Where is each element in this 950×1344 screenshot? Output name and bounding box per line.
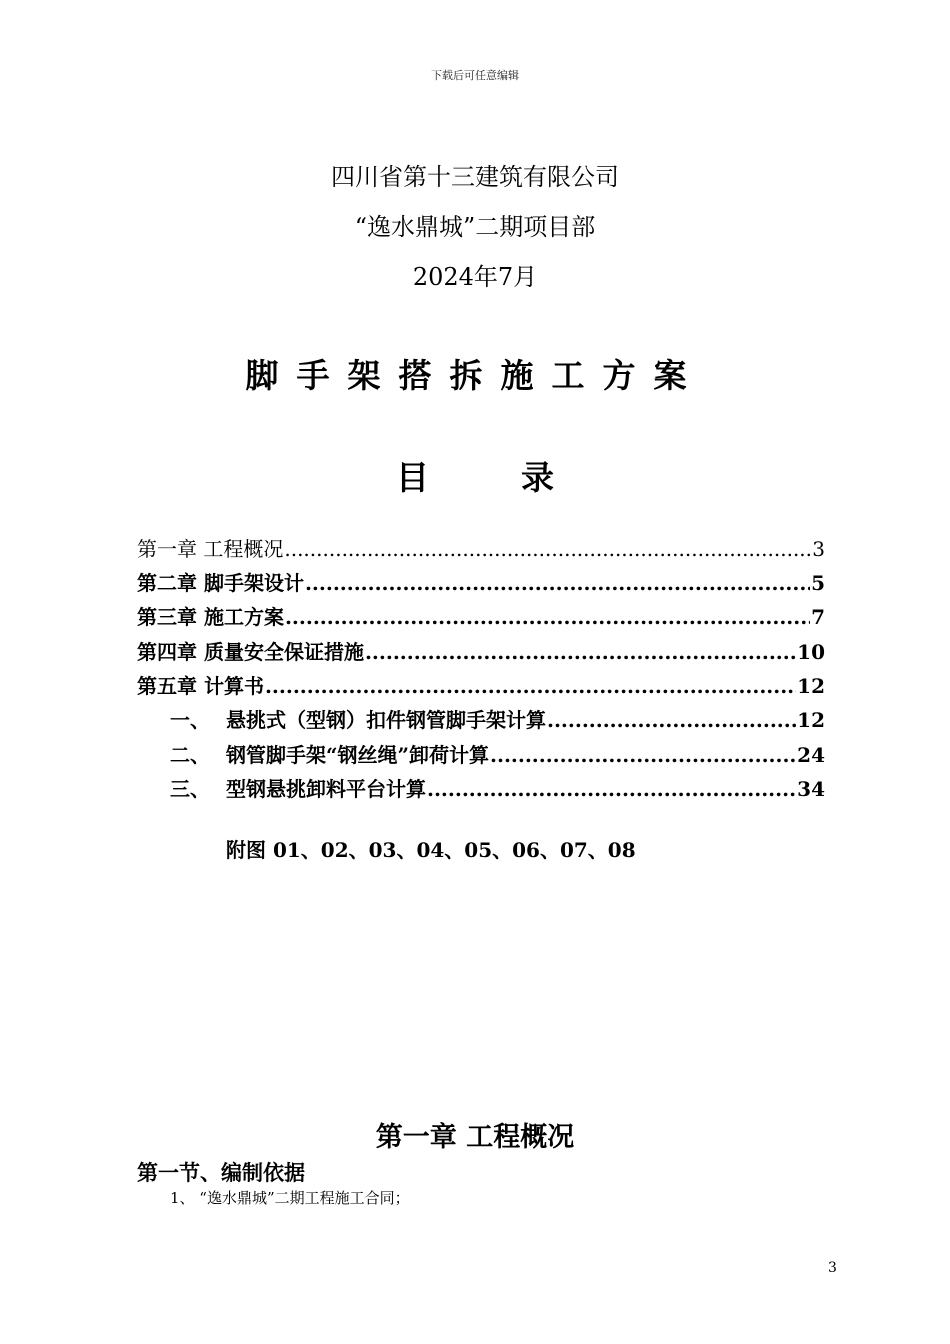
toc-title-left: 目 (396, 458, 429, 497)
toc-entry-chapter-5[interactable] (137, 670, 825, 698)
toc-entry-chapter-1[interactable] (137, 533, 825, 561)
toc-leader-dots (284, 537, 811, 561)
section-heading: 第一节、编制依据 (137, 1160, 305, 1185)
toc-leader-dots (490, 743, 796, 767)
toc-entry-prefix: 第五章 (137, 674, 197, 698)
toc-entry-page: 5 (811, 571, 825, 595)
toc-entry-prefix: 三、 (170, 777, 210, 801)
toc-entry-section-2[interactable] (170, 739, 825, 767)
toc-entry-chapter-4[interactable] (137, 636, 825, 664)
header-note: 下载后可任意编辑 (431, 69, 519, 82)
toc-entry-label: 悬挑式（型钢）扣件钢管脚手架计算 (226, 708, 546, 732)
chapter-heading: 第一章 工程概况 (375, 1122, 575, 1153)
toc-title-right: 录 (521, 458, 554, 497)
toc-entry-section-3[interactable] (170, 773, 825, 801)
toc-leader-dots (547, 708, 796, 732)
toc-leader-dots (305, 571, 810, 595)
toc-entry-section-1[interactable] (170, 704, 825, 732)
project-department: “逸水鼎城”二期项目部 (354, 213, 596, 241)
toc-leader-dots (427, 777, 796, 801)
toc-entry-page: 12 (797, 674, 825, 698)
page-number: 3 (828, 1260, 837, 1276)
toc-entry-chapter-3[interactable] (137, 601, 825, 629)
toc-entry-page: 7 (811, 605, 825, 629)
toc-entry-label: 脚手架设计 (203, 571, 304, 595)
document-title: 脚手架搭拆施工方案 (245, 356, 705, 395)
company-name: 四川省第十三建筑有限公司 (331, 163, 619, 191)
toc-entry-label: 型钢悬挑卸料平台计算 (226, 777, 426, 801)
toc-leader-dots (365, 640, 796, 664)
toc-entry-prefix: 第三章 (137, 605, 197, 629)
toc-entry-page: 3 (812, 537, 825, 561)
body-list-item: 1、 “逸水鼎城”二期工程施工合同； (170, 1189, 410, 1207)
toc-entry-chapter-2[interactable] (137, 567, 825, 595)
appendix-list: 附图 01、02、03、04、05、06、07、08 (226, 838, 636, 862)
toc-entry-page: 10 (797, 640, 825, 664)
toc-title (0, 452, 950, 499)
document-date: 2024年7月 (412, 263, 538, 291)
toc-entry-label: 计算书 (203, 674, 264, 698)
toc-leader-dots (285, 605, 810, 629)
toc-leader-dots (265, 674, 796, 698)
toc-entry-label: 施工方案 (203, 605, 284, 629)
toc-entry-prefix: 第二章 (137, 571, 197, 595)
toc-entry-prefix: 二、 (170, 743, 210, 767)
toc-entry-label: 钢管脚手架“钢丝绳”卸荷计算 (226, 743, 490, 767)
toc-entry-label: 工程概况 (203, 537, 284, 561)
toc-entry-prefix: 一、 (170, 708, 210, 732)
toc-entry-label: 质量安全保证措施 (203, 640, 364, 664)
toc-entry-prefix: 第四章 (137, 640, 197, 664)
toc-entry-page: 34 (797, 777, 825, 801)
toc-entry-prefix: 第一章 (137, 537, 197, 561)
toc-entry-page: 24 (797, 743, 825, 767)
toc-entry-page: 12 (797, 708, 825, 732)
